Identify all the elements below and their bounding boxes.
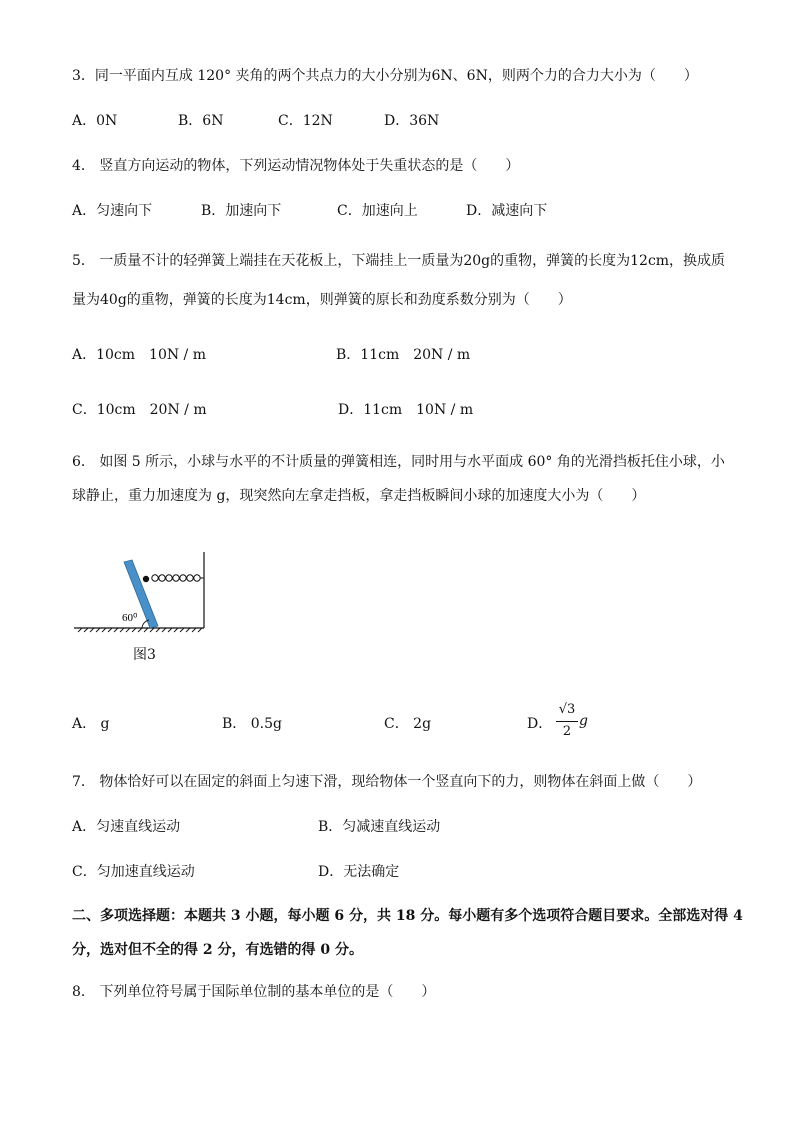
ball bbox=[143, 576, 149, 582]
q6-stem-line1: 6． 如图 5 所示，小球与水平的不计质量的弹簧相连，同时用与水平面成 60° 角的光滑挡板托住小球，小 bbox=[72, 454, 725, 470]
q3-stem: 3．同一平面内互成 120° 夹角的两个共点力的大小分别为6N、6N，则两个力的合力大小为（ ） bbox=[72, 68, 698, 84]
spring bbox=[152, 575, 204, 581]
q5-option-c: C．10cm 20N / m bbox=[72, 402, 207, 418]
q7-option-a: A．匀速直线运动 bbox=[72, 819, 181, 835]
q7-option-d: D．无法确定 bbox=[318, 864, 400, 880]
q4-option-b: B．加速向下 bbox=[201, 203, 282, 219]
q6-stem-line2: 球静止，重力加速度为 g，现突然向左拿走挡板，拿走挡板瞬间小球的加速度大小为（ ） bbox=[72, 488, 646, 504]
q7-option-c: C．匀加速直线运动 bbox=[72, 864, 195, 880]
q5-option-a: A．10cm 10N / m bbox=[72, 347, 206, 363]
section2-heading-line2: 分，选对但不全的得 2 分，有选错的得 0 分。 bbox=[72, 942, 363, 958]
q8-stem: 8． 下列单位符号属于国际单位制的基本单位的是（ ） bbox=[72, 984, 436, 1000]
section2-heading-line1: 二、多项选择题：本题共 3 小题，每小题 6 分，共 18 分。每小题有多个选项符合题目要求。全部选对得 4 bbox=[72, 908, 743, 924]
q6-option-a: A． g bbox=[72, 716, 110, 732]
q5-option-b: B．11cm 20N / m bbox=[336, 347, 471, 363]
figure-caption: 图3 bbox=[133, 647, 156, 663]
q5-option-d: D．11cm 10N / m bbox=[338, 402, 474, 418]
q5-stem-line1: 5． 一质量不计的轻弹簧上端挂在天花板上，下端挂上一质量为20g的重物，弹簧的长度为12cm，换成质 bbox=[72, 253, 726, 269]
q4-option-a: A．匀速向下 bbox=[72, 203, 153, 219]
q6-option-d: D． bbox=[527, 716, 553, 732]
q3-option-a: A．0N bbox=[72, 113, 118, 129]
q3-option-b: B．6N bbox=[178, 113, 224, 129]
q4-option-c: C．加速向上 bbox=[337, 203, 418, 219]
q7-option-b: B．匀减速直线运动 bbox=[318, 819, 441, 835]
q6-option-c: C． 2g bbox=[384, 716, 432, 732]
fraction-suffix: g bbox=[579, 713, 588, 729]
q4-stem: 4． 竖直方向运动的物体，下列运动情况物体处于失重状态的是（ ） bbox=[72, 158, 520, 174]
fraction-denominator: 2 bbox=[562, 724, 572, 739]
q6-option-d-fraction bbox=[556, 702, 592, 744]
q6-option-b: B． 0.5g bbox=[222, 716, 282, 732]
q3-option-c: C．12N bbox=[278, 113, 333, 129]
q7-stem: 7． 物体恰好可以在固定的斜面上匀速下滑，现给物体一个竖直向下的力，则物体在斜面上做（ ） bbox=[72, 774, 702, 790]
angle-label: 60⁰ bbox=[122, 612, 138, 624]
q5-stem-line2: 量为40g的重物，弹簧的长度为14cm，则弹簧的原长和劲度系数分别为（ ） bbox=[72, 292, 572, 308]
q3-option-d: D．36N bbox=[384, 113, 440, 129]
fraction-numerator: √3 bbox=[558, 702, 576, 717]
fraction-bar bbox=[556, 721, 578, 722]
q4-option-d: D．减速向下 bbox=[466, 203, 548, 219]
